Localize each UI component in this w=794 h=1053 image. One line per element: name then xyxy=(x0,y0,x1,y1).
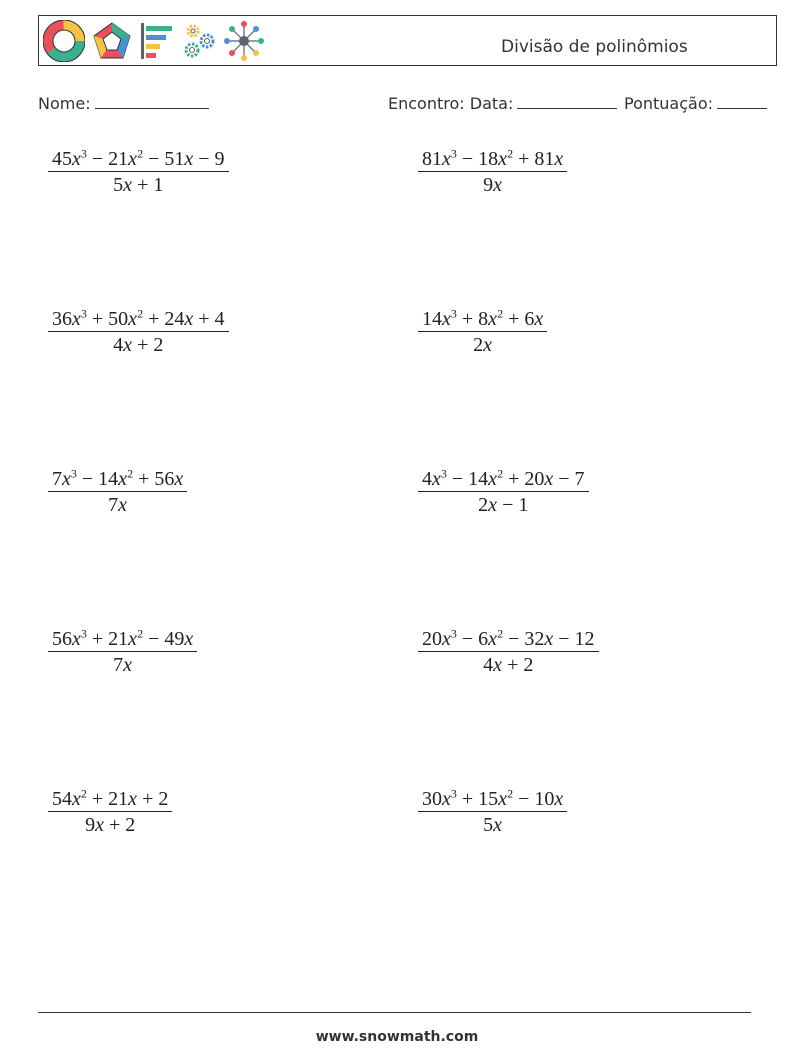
problem-2 xyxy=(418,147,567,198)
donut-chart-icon xyxy=(43,20,85,62)
problem-denominator: 9x xyxy=(483,174,503,196)
problem-denominator: 5x + 1 xyxy=(113,174,164,196)
worksheet-header xyxy=(38,15,777,66)
gears-icon xyxy=(181,20,217,62)
problem-denominator: 4x + 2 xyxy=(483,654,534,676)
name-label: Nome: xyxy=(38,94,91,113)
problem-1 xyxy=(48,147,229,198)
score-field xyxy=(624,94,767,113)
problem-numerator: $30x^3 + 15x^2 - 10x$ xyxy=(418,787,567,812)
problem-9 xyxy=(48,787,172,838)
score-label: Pontuação: xyxy=(624,94,714,113)
name-field xyxy=(38,94,209,113)
problem-numerator: $20x^3 - 6x^2 - 32x - 12$ xyxy=(418,627,599,652)
problem-denominator: 2x − 1 xyxy=(478,494,529,516)
name-blank[interactable] xyxy=(95,94,209,109)
problem-numerator: $14x^3 + 8x^2 + 6x$ xyxy=(418,307,547,332)
problem-denominator: 7x xyxy=(108,494,128,516)
problem-denominator: 9x + 2 xyxy=(85,814,136,836)
problem-10 xyxy=(418,787,567,838)
meeting-label: Encontro: xyxy=(388,94,465,113)
problem-numerator: $56x^3 + 21x^2 - 49x$ xyxy=(48,627,197,652)
problem-denominator: 7x xyxy=(113,654,133,676)
problem-numerator: $45x^3 - 21x^2 - 51x - 9$ xyxy=(48,147,229,172)
date-label: Data: xyxy=(469,94,514,113)
problem-4 xyxy=(418,307,547,358)
problem-numerator: $4x^3 - 14x^2 + 20x - 7$ xyxy=(418,467,589,492)
problem-numerator: $54x^2 + 21x + 2$ xyxy=(48,787,172,812)
network-icon xyxy=(223,20,265,62)
footer-divider xyxy=(38,1012,751,1013)
problem-numerator: $81x^3 - 18x^2 + 81x$ xyxy=(418,147,567,172)
footer-url: www.snowmath.com xyxy=(315,1029,479,1045)
problem-denominator: 4x + 2 xyxy=(113,334,164,356)
problem-5 xyxy=(48,467,187,518)
worksheet-title: Divisão de polinômios xyxy=(501,37,688,57)
problem-8 xyxy=(418,627,599,678)
pentagon-chart-icon xyxy=(91,20,133,62)
problem-denominator: 2x xyxy=(473,334,493,356)
score-blank[interactable] xyxy=(717,94,767,109)
date-blank[interactable] xyxy=(517,94,617,109)
problem-3 xyxy=(48,307,229,358)
problem-7 xyxy=(48,627,197,678)
problem-denominator: 5x xyxy=(483,814,503,836)
problem-numerator: $7x^3 - 14x^2 + 56x$ xyxy=(48,467,187,492)
bar-chart-icon xyxy=(139,20,175,62)
meeting-date-field xyxy=(388,94,617,113)
problem-6 xyxy=(418,467,589,518)
problem-numerator: $36x^3 + 50x^2 + 24x + 4$ xyxy=(48,307,229,332)
logo-icons xyxy=(43,20,265,62)
